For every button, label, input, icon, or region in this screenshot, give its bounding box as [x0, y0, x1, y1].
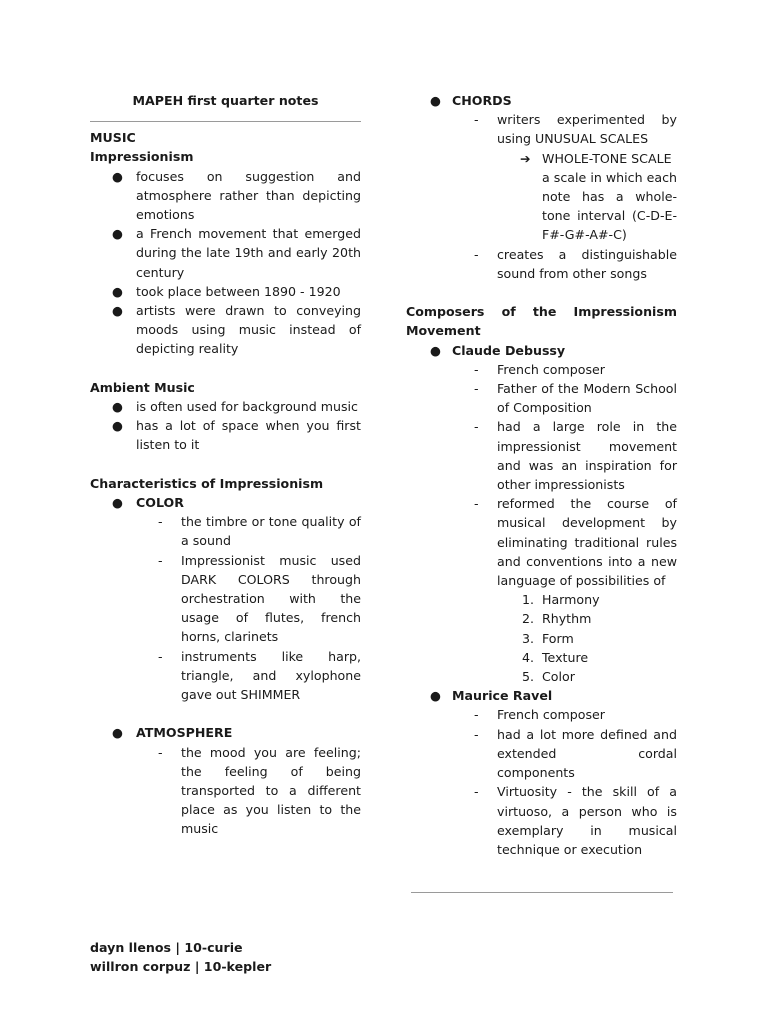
dash-marker: - [474, 112, 479, 128]
impressionism-heading: Impressionism [90, 149, 194, 165]
number-marker: 3. [521, 630, 534, 646]
list-item [90, 723, 361, 742]
number-marker: 2. [521, 611, 534, 627]
spacer [90, 704, 361, 723]
title-divider [90, 121, 361, 122]
list-item: ● a French movement that emerged during the late 19th and early 20th century [112, 226, 361, 280]
list-item: ● focuses on suggestion and atmosphere rather than depicting emotions [112, 168, 361, 223]
dash-marker: - [158, 744, 163, 760]
dash-marker: - [474, 246, 479, 262]
numbered-item: 3. Form [406, 629, 677, 648]
dash-marker: - [474, 784, 479, 800]
bullet-marker: ● [112, 226, 123, 242]
dash-marker: - [474, 419, 479, 435]
list-item [406, 686, 677, 705]
number-marker: 4. [521, 649, 534, 665]
dash-marker: - [158, 514, 163, 530]
list-item: ● has a lot of space when you first listen to it [112, 418, 361, 453]
list-item: - French composer [406, 705, 677, 724]
color-label: COLOR [136, 495, 184, 511]
spacer [90, 359, 361, 378]
composers-heading: Composers of the Impressionism Movement [406, 304, 677, 339]
dash-marker: - [474, 707, 479, 723]
footer-author-1: dayn llenos | 10-curie [90, 940, 243, 955]
bullet-marker: ● [430, 688, 441, 704]
list-item: - the mood you are feeling; the feeling of being transported to a different place as you listen to the music [158, 744, 361, 837]
bullet-marker: ● [112, 495, 123, 511]
list-item: - Virtuosity - the skill of a virtuoso, a person who is exemplary in musical technique or execution [474, 784, 677, 857]
music-heading: MUSIC [90, 130, 136, 146]
bullet-marker: ● [112, 168, 123, 184]
atmosphere-label: ATMOSPHERE [136, 725, 233, 741]
dash-marker: - [474, 496, 479, 512]
numbered-item: 4. Texture [406, 648, 677, 667]
bullet-marker: ● [112, 303, 123, 319]
list-item: ➔ WHOLE-TONE SCALE a scale in which each note has a whole-tone interval (C-D-E-F#-G#-A#-C) [520, 150, 677, 243]
dash-marker: - [158, 648, 163, 664]
characteristics-heading: Characteristics of Impressionism [90, 475, 324, 491]
chords-label: CHORDS [452, 93, 512, 108]
numbered-item: 5. Color [406, 667, 677, 686]
list-item [406, 341, 677, 360]
bullet-marker: ● [430, 93, 441, 108]
footer-author-2: willron corpuz | 10-kepler [90, 959, 272, 975]
list-item: - French composer [406, 360, 677, 379]
list-item: - instruments like harp, triangle, and xylophone gave out SHIMMER [158, 648, 361, 703]
list-item [406, 91, 677, 110]
numbered-item: 2. Rhythm [406, 609, 677, 628]
list-item: - reformed the course of musical development by eliminating traditional rules and conventions into a new language of possibilities of [474, 496, 677, 589]
dash-marker: - [474, 726, 479, 742]
left-column [90, 91, 361, 839]
page-title: MAPEH first quarter notes [132, 93, 319, 108]
arrow-marker: ➔ [520, 150, 531, 166]
bullet-marker: ● [430, 342, 441, 358]
bottom-divider [411, 892, 673, 893]
number-marker: 1. [521, 592, 534, 608]
list-item: ● artists were drawn to conveying moods using music instead of depicting reality [112, 303, 361, 357]
right-column [406, 91, 677, 859]
debussy-label: Claude Debussy [452, 342, 566, 358]
list-item: - creates a distinguishable sound from other songs [474, 246, 677, 281]
bullet-marker: ● [112, 283, 123, 299]
list-item: - Impressionist music used DARK COLORS through orchestration with the usage of flutes, french horns, clarinets [158, 552, 361, 645]
bullet-marker: ● [112, 399, 123, 415]
list-item: - had a large role in the impressionist movement and was an inspiration for other impressionists [474, 419, 677, 493]
list-item: - writers experimented by using UNUSUAL SCALES [474, 112, 677, 147]
whole-tone-label: WHOLE-TONE SCALE [542, 150, 672, 166]
list-item: - the timbre or tone quality of a sound [158, 514, 361, 549]
list-item: ● took place between 1890 - 1920 [90, 282, 361, 301]
numbered-item: 1. Harmony [406, 590, 677, 609]
list-item: - Father of the Modern School of Composition [474, 381, 677, 416]
list-item: - had a lot more defined and extended cordal components [474, 726, 677, 781]
ambient-heading: Ambient Music [90, 379, 195, 395]
number-marker: 5. [521, 669, 534, 685]
dash-marker: - [474, 381, 479, 397]
dash-marker: - [158, 552, 163, 568]
spacer [406, 283, 677, 302]
ravel-label: Maurice Ravel [452, 688, 553, 704]
spacer [90, 455, 361, 474]
list-item: ● is often used for background music [90, 397, 361, 416]
dash-marker: - [474, 361, 479, 377]
footer [90, 938, 271, 976]
bullet-marker: ● [112, 725, 123, 741]
bullet-marker: ● [112, 418, 123, 434]
list-item [90, 493, 361, 512]
